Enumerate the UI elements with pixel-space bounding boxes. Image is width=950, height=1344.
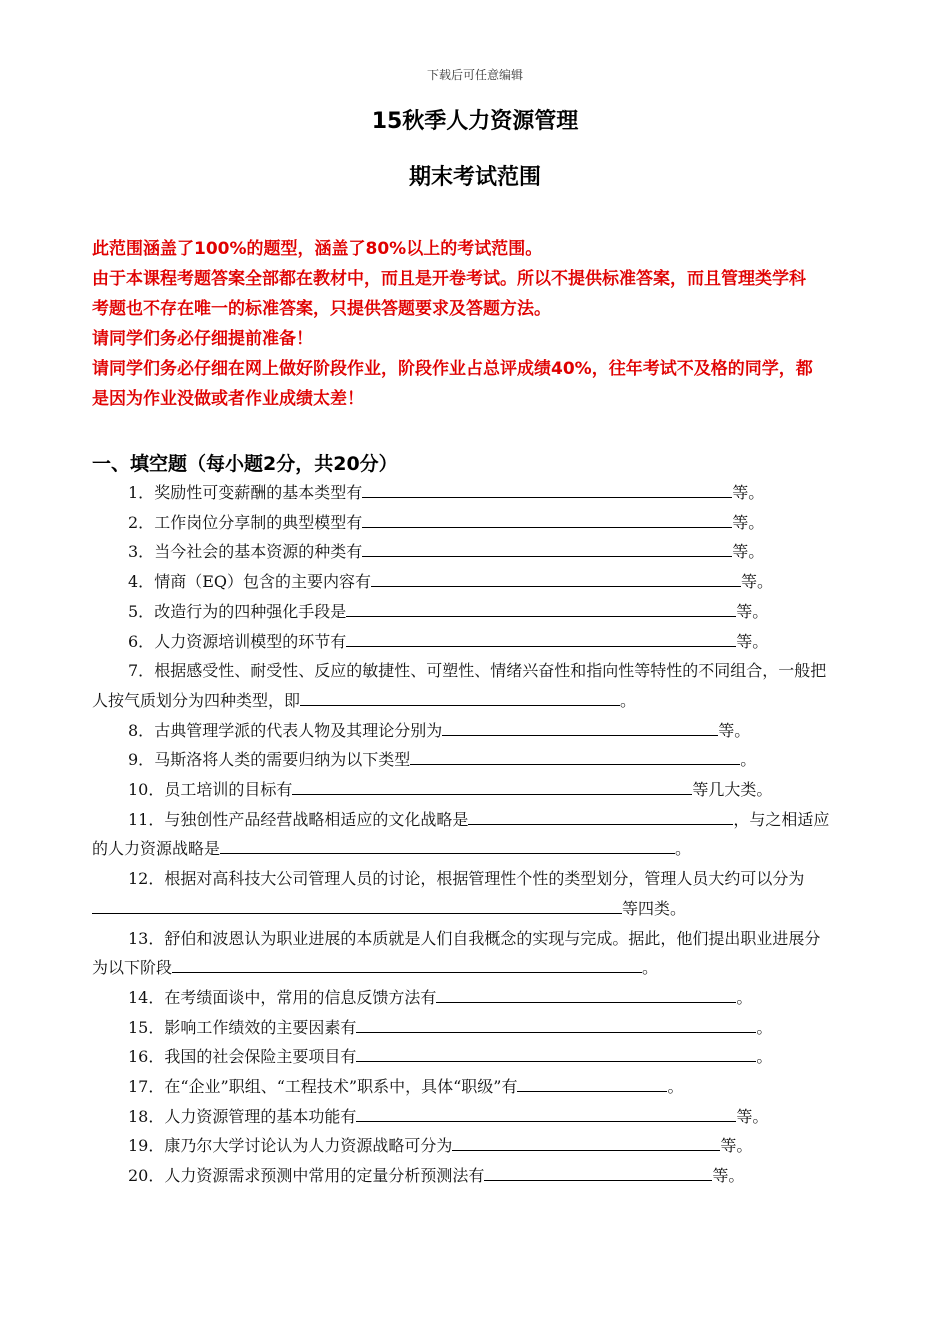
question-item [92, 864, 832, 923]
question-text: 根据感受性、耐受性、反应的敏捷性、可塑性、情绪兴奋性和指向性等特性的不同组合，一般把人按气质划分为四种类型，即 [92, 661, 827, 710]
question-suffix: 。 [736, 987, 753, 1007]
question-number: 12． [128, 869, 165, 889]
question-text: 奖励性可变薪酬的基本类型有 [154, 483, 363, 502]
answer-blank[interactable] [356, 1104, 736, 1122]
question-number: 3． [128, 542, 155, 562]
question-item [92, 597, 832, 627]
question-item [92, 1131, 832, 1161]
question-item [92, 1013, 832, 1043]
question-suffix: 等。 [720, 1136, 753, 1156]
question-number: 18． [128, 1106, 165, 1126]
question-text: 人力资源管理的基本功能有 [164, 1106, 357, 1126]
question-item [92, 1161, 832, 1191]
question-number: 10． [128, 780, 165, 800]
question-text: 情商（EQ）包含的主要内容有 [154, 572, 371, 592]
question-item [92, 983, 832, 1013]
answer-blank[interactable] [436, 985, 736, 1003]
question-item [92, 716, 832, 746]
answer-blank[interactable] [220, 836, 675, 854]
question-item [92, 567, 832, 597]
notice-line: 此范围涵盖了100%的题型，涵盖了80%以上的考试范围。 [92, 239, 543, 259]
question-text: 工作岗位分享制的典型模型有 [154, 512, 363, 532]
question-item [92, 924, 832, 983]
question-item [92, 805, 832, 864]
question-text: 与独创性产品经营战略相适应的文化战略是 [164, 809, 469, 829]
question-text: 员工培训的目标有 [164, 780, 293, 800]
question-number: 14． [128, 987, 165, 1007]
question-suffix: 等几大类。 [692, 780, 773, 800]
question-suffix: 。 [756, 1017, 773, 1037]
question-suffix: 等。 [732, 542, 765, 562]
question-number: 8． [128, 720, 155, 740]
question-number: 7． [128, 661, 155, 681]
question-number: 1． [128, 483, 155, 502]
question-number: 5． [128, 601, 155, 621]
question-text: 人力资源需求预测中常用的定量分析预测法有 [164, 1166, 485, 1186]
question-text: 当今社会的基本资源的种类有 [154, 542, 363, 562]
question-number: 11． [128, 809, 165, 829]
question-number: 16． [128, 1047, 165, 1067]
notice-line: 请同学们务必仔细提前准备！ [92, 329, 313, 349]
question-number: 15． [128, 1017, 165, 1037]
notice-block [92, 234, 822, 414]
answer-blank[interactable] [92, 896, 622, 914]
answer-blank[interactable] [371, 569, 741, 587]
question-item [92, 656, 832, 715]
question-suffix: 等。 [732, 483, 765, 502]
question-item [92, 627, 832, 657]
question-suffix: 。 [756, 1047, 773, 1067]
question-suffix: 等。 [736, 601, 769, 621]
question-number: 9． [128, 750, 155, 770]
question-list [92, 478, 832, 1191]
question-item [92, 775, 832, 805]
answer-blank[interactable] [362, 480, 732, 498]
question-number: 2． [128, 512, 155, 532]
question-text: 人力资源培训模型的环节有 [154, 631, 347, 651]
question-suffix: 。 [667, 1077, 684, 1097]
question-suffix: 。 [620, 690, 637, 710]
notice-line: 由于本课程考题答案全部都在教材中，而且是开卷考试。所以不提供标准答案，而且管理类学科考题也不存在唯一的标准答案，只提供答题要求及答题方法。 [92, 269, 806, 319]
answer-blank[interactable] [442, 718, 718, 736]
answer-blank[interactable] [362, 539, 732, 557]
answer-blank[interactable] [356, 1044, 756, 1062]
section-heading: 一、填空题（每小题2分，共20分） [92, 453, 398, 475]
question-number: 6． [128, 631, 155, 651]
question-item [92, 508, 832, 538]
question-suffix: 。 [675, 839, 692, 859]
notice-line: 请同学们务必仔细在网上做好阶段作业，阶段作业占总评成绩40%，往年考试不及格的同学，都是因为作业没做或者作业成绩太差！ [92, 359, 813, 409]
question-suffix: 等。 [712, 1166, 745, 1186]
question-suffix: 等。 [736, 631, 769, 651]
question-item [92, 537, 832, 567]
question-item [92, 1042, 832, 1072]
answer-blank[interactable] [468, 807, 733, 825]
question-item [92, 478, 832, 508]
question-number: 20． [128, 1166, 165, 1186]
question-suffix: 。 [642, 958, 659, 978]
answer-blank[interactable] [410, 747, 740, 765]
question-suffix: 等。 [732, 512, 765, 532]
question-item [92, 1072, 832, 1102]
question-suffix: 等。 [741, 572, 774, 592]
question-text: 古典管理学派的代表人物及其理论分别为 [154, 720, 443, 740]
answer-blank[interactable] [292, 777, 692, 795]
answer-blank[interactable] [346, 599, 736, 617]
question-suffix: 等。 [736, 1106, 769, 1126]
document-subtitle: 期末考试范围 [408, 165, 541, 190]
question-item [92, 745, 832, 775]
question-number: 19． [128, 1136, 165, 1156]
question-item [92, 1102, 832, 1132]
question-suffix: 。 [740, 750, 757, 770]
question-number: 13． [128, 928, 165, 948]
answer-blank[interactable] [452, 1133, 720, 1151]
question-text: 改造行为的四种强化手段是 [154, 601, 347, 621]
question-text: 舒伯和波恩认为职业进展的本质就是人们自我概念的实现与完成。据此，他们提出职业进展分为以下阶段 [92, 928, 821, 978]
question-text: 康乃尔大学讨论认为人力资源战略可分为 [164, 1136, 453, 1156]
question-text: 我国的社会保险主要项目有 [164, 1047, 357, 1067]
document-title: 15秋季人力资源管理 [371, 109, 579, 134]
answer-blank[interactable] [517, 1074, 667, 1092]
answer-blank[interactable] [172, 955, 642, 973]
question-number: 17． [128, 1077, 165, 1097]
question-text: ，与之相适应的人力资源战略是 [92, 809, 830, 859]
question-number: 4． [128, 572, 155, 592]
answer-blank[interactable] [346, 629, 736, 647]
question-text: 根据对高科技大公司管理人员的讨论，根据管理性个性的类型划分，管理人员大约可以分为 [164, 869, 805, 889]
question-text: 马斯洛将人类的需要归纳为以下类型 [154, 750, 411, 770]
answer-blank[interactable] [356, 1015, 756, 1033]
question-suffix: 等。 [718, 720, 751, 740]
question-text: 在“企业”职组、“工程技术”职系中，具体“职级”有 [164, 1077, 518, 1097]
question-text: 影响工作绩效的主要因素有 [164, 1017, 357, 1037]
header-note: 下载后可任意编辑 [426, 68, 523, 82]
answer-blank[interactable] [300, 688, 620, 706]
answer-blank[interactable] [484, 1163, 712, 1181]
question-text: 在考绩面谈中，常用的信息反馈方法有 [164, 987, 437, 1007]
answer-blank[interactable] [362, 510, 732, 528]
question-suffix: 等四类。 [622, 898, 687, 918]
